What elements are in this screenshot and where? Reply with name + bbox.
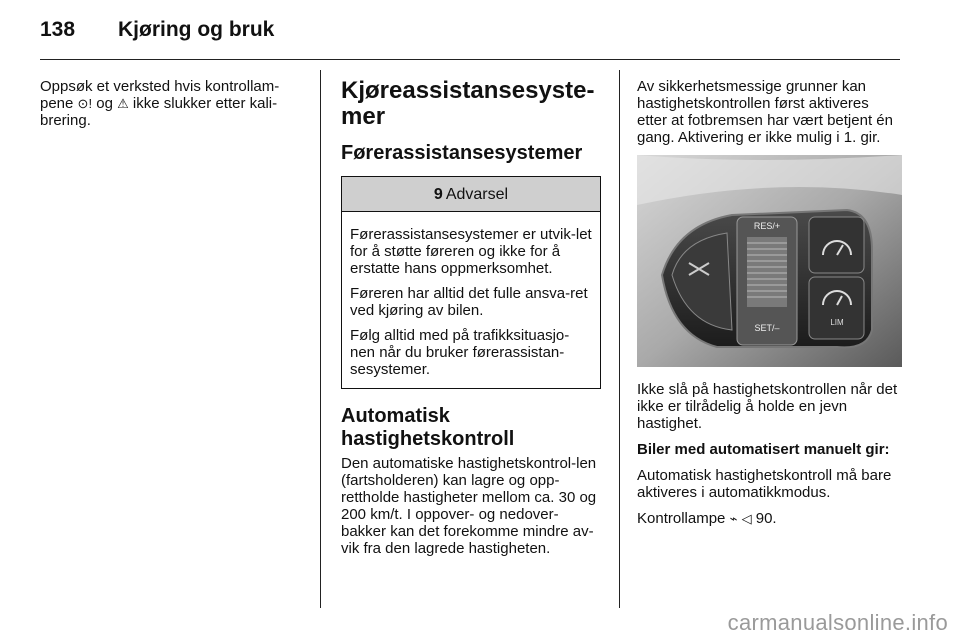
- res-plus-label: RES/+: [753, 221, 781, 231]
- speed-roller-wheel: [737, 217, 797, 345]
- page-number: 138: [40, 18, 76, 41]
- column-right: [637, 78, 902, 536]
- warning-paragraph: Føreren har alltid det fulle ansva-ret ved kjøring av bilen.: [350, 285, 588, 319]
- text-line: og: [92, 95, 118, 112]
- warning-body: [342, 212, 600, 388]
- text-line: Kontrollampe: [637, 510, 730, 527]
- chapter-title: Kjøring og bruk: [118, 18, 275, 41]
- text-line: brering.: [40, 112, 91, 129]
- column-middle: [341, 78, 603, 566]
- subsection-heading: Førerassistansesystemer: [341, 142, 583, 164]
- automatic-mode-paragraph: Automatisk hastighetskontroll må bare aktiveres i automatikkmodus.: [637, 467, 892, 501]
- heading-line: hastighetskontroll: [341, 428, 515, 450]
- heading-line: mer: [341, 103, 386, 130]
- calibration-paragraph: [40, 78, 302, 129]
- lim-label: LIM: [830, 318, 844, 327]
- page-reference-icon: ◁: [741, 511, 752, 526]
- warning-title: Advarsel: [445, 185, 509, 203]
- watermark: carmanualsonline.info: [727, 610, 948, 635]
- warning-paragraph: Følg alltid med på trafikksituasjo-nen når du bruker førerassistan-sesystemer.: [350, 327, 570, 378]
- heading-line: Kjøreassistansesyste-: [341, 77, 595, 104]
- warning-box: [341, 176, 601, 389]
- warning-header: [342, 177, 600, 212]
- text-line: Oppsøk et verksted hvis kontrollam-: [40, 78, 280, 95]
- cruise-lamp-icon: ⌁: [729, 511, 738, 526]
- set-minus-label: SET/–: [754, 323, 780, 333]
- heading-line: Automatisk: [341, 405, 450, 427]
- automated-gear-heading: Biler med automatisert manuelt gir:: [637, 441, 890, 458]
- control-lamp-reference: [637, 510, 902, 527]
- cruise-control-heading: [341, 405, 603, 451]
- speed-limiter-button: [809, 277, 864, 339]
- cruise-control-paragraph: Den automatiske hastighetskontrol-len (fartsholderen) kan lagre og opp-rettholde hastigheter mellom ca. 30 og 200 km/t. I oppover- og nedover-bakker kan det forekomme mindre av-vik fra den lagrede hastigheten.: [341, 455, 597, 557]
- page-reference: 90.: [751, 510, 777, 527]
- page-header: [40, 18, 274, 42]
- column-divider-1: [320, 70, 321, 608]
- cruise-control-button: [809, 217, 864, 273]
- tyre-pressure-icon: ⊙!: [77, 96, 93, 111]
- advice-paragraph: Ikke slå på hastighetskontrollen når det ikke er tilrådelig å holde en jevn hastighet.: [637, 381, 898, 432]
- column-left: [40, 78, 302, 138]
- safety-paragraph: Av sikkerhetsmessige grunner kan hastighetskontrollen først aktiveres etter at fotbremsen har vært betjent én gang. Aktivering er ikke mulig i 1. gir.: [637, 78, 893, 146]
- text-line: ikke slukker etter kali-: [128, 95, 278, 112]
- text-line: pene: [40, 95, 78, 112]
- warning-icon: 9: [433, 185, 443, 203]
- column-divider-2: [619, 70, 620, 608]
- header-rule: [40, 59, 900, 60]
- section-heading: [341, 78, 603, 130]
- warning-paragraph: Førerassistansesystemer er utvik-let for å støtte føreren og ikke for å erstatte hans oppmerksomhet.: [350, 226, 592, 277]
- steering-wheel-controls-photo: [637, 155, 902, 367]
- warning-lamp-icon: ⚠: [117, 96, 129, 111]
